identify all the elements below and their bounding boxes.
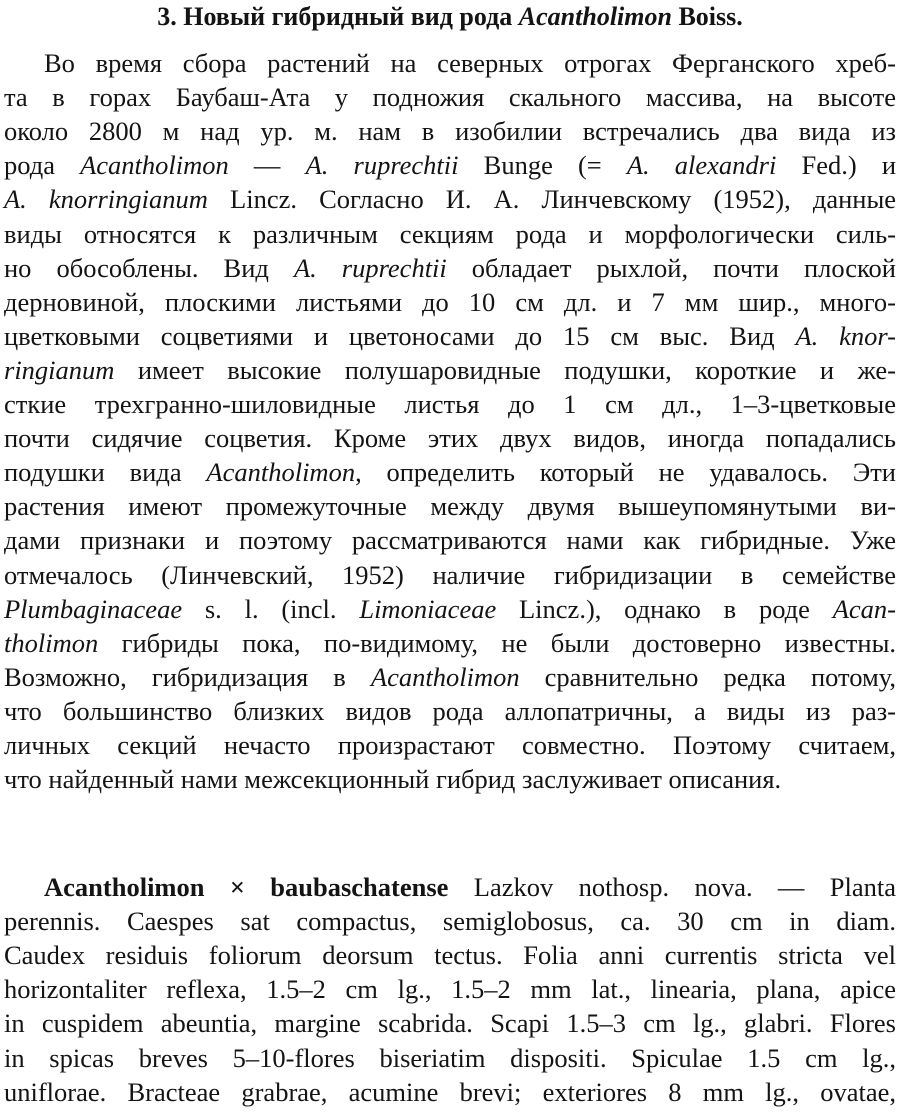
- text-line: [4, 387, 896, 421]
- text-run: около 2800 м над ур. м. нам в изобилии встречались два вида из: [4, 116, 896, 147]
- heading-genus-name: Acantholimon: [518, 2, 672, 31]
- text-run: растения имеют промежуточные между двумя вышеупомянутыми ви-: [4, 491, 896, 522]
- text-run: —: [228, 150, 306, 181]
- text-run: цветковыми соцветиями и цветоносами до 15 см выс. Вид: [4, 320, 796, 351]
- section-heading: [0, 0, 900, 34]
- text-run: виды относятся к различным секциям рода и морфологически силь-: [4, 218, 896, 249]
- text-run: Fed.) и: [776, 150, 897, 181]
- italic-taxon-name: A. knor-: [795, 320, 896, 351]
- text-run: in spicas breves 5–10-flores biseriatim dispositi. Spiculae 1.5 cm lg.,: [4, 1042, 896, 1073]
- italic-taxon-name: Acantholimon: [370, 661, 520, 692]
- italic-taxon-name: A. alexandri: [626, 150, 777, 181]
- italic-taxon-name: tholimon: [4, 627, 99, 658]
- text-line: [4, 1075, 896, 1109]
- text-line: [4, 421, 896, 455]
- text-line: [4, 762, 896, 796]
- text-line: [4, 1006, 896, 1040]
- text-line: [4, 904, 896, 938]
- text-run: что большинство близких видов рода аллопатричны, а виды из раз-: [4, 695, 896, 726]
- italic-taxon-name: A. ruprechtii: [305, 150, 459, 181]
- text-run: почти сидячие соцветия. Кроме этих двух видов, иногда попадались: [4, 423, 896, 454]
- italic-taxon-name: Plumbaginaceae: [4, 593, 183, 624]
- text-line: [4, 1041, 896, 1075]
- text-run: дами признаки и поэтому рассматриваются нами как гибридные. Уже: [4, 525, 896, 556]
- bold-species-name: Acantholimon × baubaschatense: [44, 872, 449, 902]
- text-run: подушки вида: [4, 457, 207, 488]
- text-line: [4, 455, 896, 489]
- text-line: [4, 319, 896, 353]
- text-run: uniflorae. Bracteae grabrae, acumine brevi; exteriores 8 mm lg., ovatae,: [4, 1076, 896, 1107]
- text-run: Caudex residuis foliorum deorsum tectus. Folia anni currentis stricta vel: [4, 940, 896, 971]
- text-line: [44, 870, 896, 904]
- text-line: [4, 626, 896, 660]
- text-run: Lazkov nothosp. nova. — Planta: [448, 872, 896, 902]
- text-run: личных секций нечасто произрастают совместно. Поэтому считаем,: [4, 730, 896, 760]
- text-run: дерновиной, плоскими листьями до 10 см дл. и 7 мм шир., много-: [4, 286, 896, 317]
- text-line: [44, 46, 896, 80]
- text-run: та в горах Баубаш-Ата у подножия скального массива, на высоте: [4, 82, 896, 113]
- italic-taxon-name: Acan-: [832, 593, 896, 624]
- italic-taxon-name: A. knorringianum: [4, 184, 208, 215]
- text-run: сткие трехгранно-шиловидные листья до 1 см дл., 1–3-цветковые: [4, 389, 896, 419]
- text-line: [4, 972, 896, 1006]
- text-line: [4, 694, 896, 728]
- heading-number-text: 3. Новый гибридный вид рода: [157, 2, 519, 31]
- text-run: сравнительно редка потому,: [519, 661, 896, 692]
- text-run: отмечалось (Линчевский, 1952) наличие гибридизации в семействе: [4, 559, 896, 590]
- text-line: [4, 285, 896, 319]
- text-line: [4, 251, 896, 285]
- text-line: [4, 938, 896, 972]
- text-run: Во время сбора растений на северных отрогах Ферганского хреб-: [44, 48, 896, 78]
- text-line: [4, 728, 896, 762]
- text-run: Lincz. Согласно И. А. Линчевскому (1952), данные: [207, 184, 897, 215]
- italic-taxon-name: A. ruprechtii: [293, 252, 447, 283]
- text-line: [4, 148, 896, 182]
- text-line: [4, 523, 896, 557]
- italic-taxon-name: ringianum: [4, 354, 115, 385]
- italic-taxon-name: Limoniaceae: [359, 593, 497, 624]
- text-run: in cuspidem abeuntia, margine scabrida. Scapi 1.5–3 cm lg., glabri. Flores: [4, 1008, 896, 1039]
- italic-taxon-name: Acantholimon: [206, 457, 356, 488]
- text-line: [4, 660, 896, 694]
- text-line: [4, 80, 896, 114]
- text-run: s. l. (incl.: [182, 593, 360, 624]
- text-line: [4, 489, 896, 523]
- text-line: [4, 353, 896, 387]
- text-run: имеет высокие полушаровидные подушки, короткие и же-: [114, 354, 896, 385]
- italic-taxon-name: Acantholimon: [80, 150, 229, 181]
- text-run: рода: [4, 150, 81, 181]
- text-run: но обособлены. Вид: [4, 252, 294, 283]
- text-run: , определить который не удавалось. Эти: [355, 457, 896, 488]
- text-run: horizontaliter reflexa, 1.5–2 cm lg., 1.5–2 mm lat., linearia, plana, apice: [4, 974, 896, 1005]
- text-line: [4, 182, 896, 216]
- text-run: Bunge (=: [458, 150, 627, 181]
- text-run: обладает рыхлой, почти плоской: [446, 252, 896, 283]
- heading-author-abbrev: Boiss.: [671, 2, 743, 31]
- text-run: что найденный нами межсекционный гибрид заслуживает описания.: [4, 764, 782, 795]
- text-run: perennis. Caespes sat compactus, semiglobosus, ca. 30 cm in diam.: [4, 906, 896, 937]
- text-run: гибриды пока, по-видимому, не были достоверно известны.: [98, 627, 896, 658]
- text-line: [4, 592, 896, 626]
- text-run: Возможно, гибридизация в: [4, 661, 371, 692]
- text-line: [4, 558, 896, 592]
- text-run: Lincz.), однако в роде: [496, 593, 833, 624]
- text-line: [4, 217, 896, 251]
- text-line: [4, 114, 896, 148]
